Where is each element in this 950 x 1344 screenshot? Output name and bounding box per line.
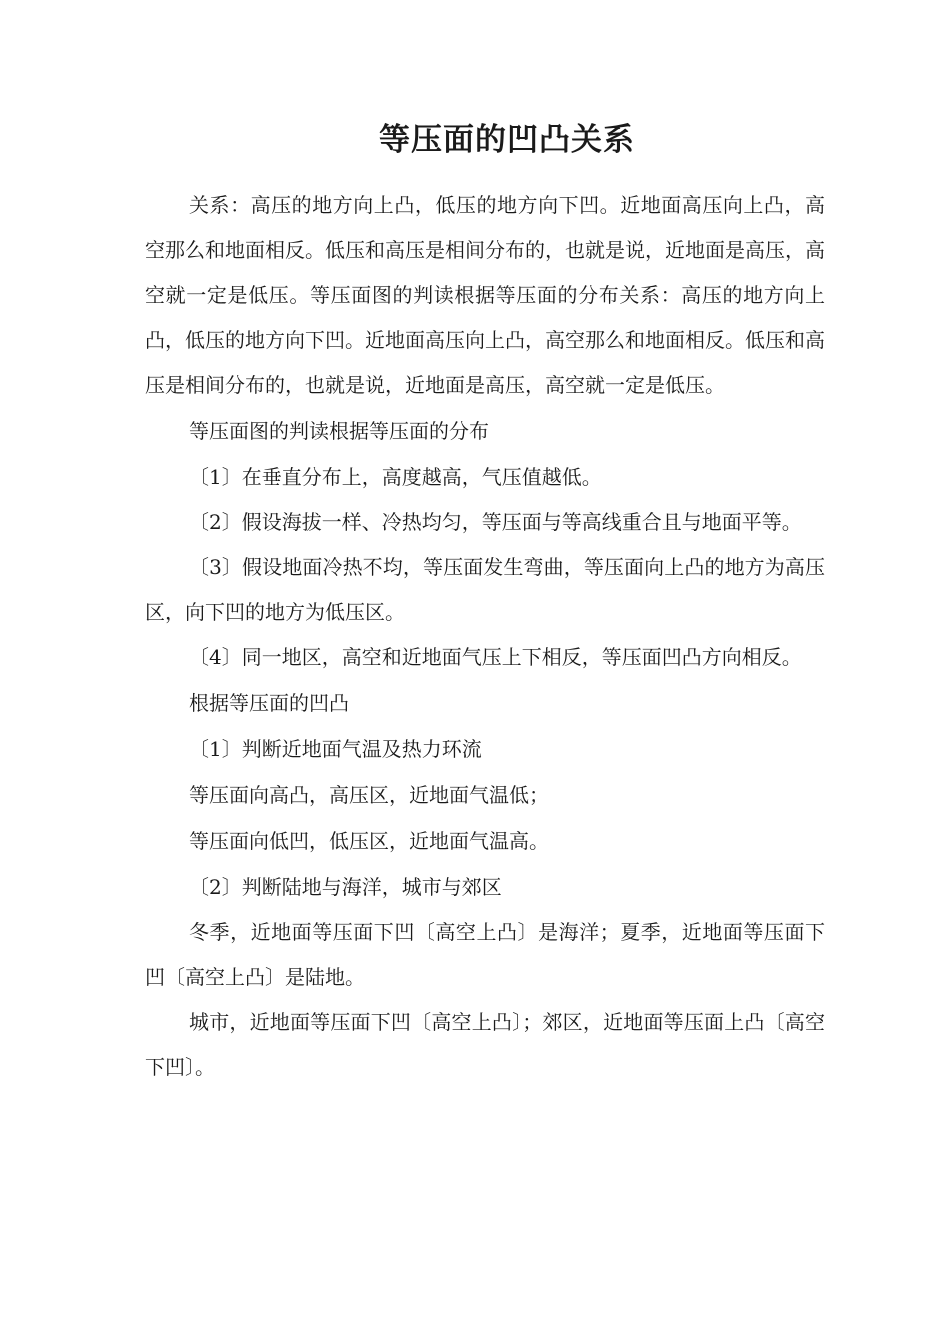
- paragraph-heading-convex: 根据等压面的凹凸: [189, 691, 349, 715]
- paragraph-low-concave: 等压面向低凹，低压区，近地面气温高。: [189, 829, 549, 853]
- paragraph-item-3: 〔3〕假设地面冷热不均，等压面发生弯曲，等压面向上凸的地方为高压区，向下凹的地方为低压区。: [145, 555, 825, 624]
- paragraph-judge-1: 〔1〕判断近地面气温及热力环流: [189, 737, 482, 761]
- paragraph-high-convex: 等压面向高凸，高压区，近地面气温低；: [189, 783, 549, 807]
- paragraph-item-4: 〔4〕同一地区，高空和近地面气压上下相反，等压面凹凸方向相反。: [189, 645, 802, 669]
- document-body: [145, 183, 825, 1090]
- paragraph-relation: 关系：高压的地方向上凸，低压的地方向下凹。近地面高压向上凸，高空那么和地面相反。低压和高压是相间分布的，也就是说，近地面是高压，高空就一定是低压。等压面图的判读根据等压面的分布关系：高压的地方向上凸，低压的地方向下凹。近地面高压向上凸，高空那么和地面相反。低压和高压是相间分布的，也就是说，近地面是高压，高空就一定是低压。: [145, 193, 825, 397]
- paragraph-item-2: 〔2〕假设海拔一样、冷热均匀，等压面与等高线重合且与地面平等。: [189, 510, 802, 534]
- paragraph-heading-reading: 等压面图的判读根据等压面的分布: [189, 419, 489, 443]
- paragraph-item-1: 〔1〕在垂直分布上，高度越高，气压值越低。: [189, 465, 602, 489]
- paragraph-judge-2: 〔2〕判断陆地与海洋，城市与郊区: [189, 875, 502, 899]
- document-title: 等压面的凹凸关系: [379, 122, 635, 158]
- paragraph-land-sea: 冬季，近地面等压面下凹〔高空上凸〕是海洋；夏季，近地面等压面下凹〔高空上凸〕是陆地。: [145, 920, 825, 989]
- paragraph-city-suburb: 城市，近地面等压面下凹〔高空上凸〕；郊区，近地面等压面上凸〔高空下凹〕。: [145, 1010, 825, 1079]
